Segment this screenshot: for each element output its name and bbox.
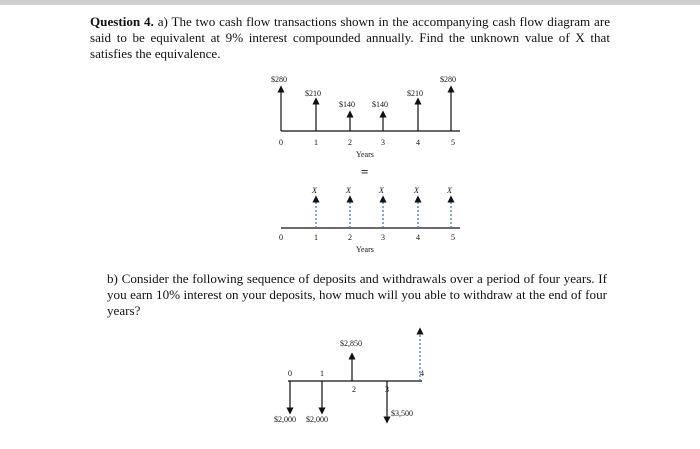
diagram3-deposit-label-0: $2,000 <box>274 415 296 424</box>
diagram1-amount-y4: $210 <box>407 89 423 98</box>
diagram2-amount-y5: X <box>447 186 452 195</box>
diagram3-withdrawal-label: $2,850 <box>340 339 362 348</box>
diagram2-amount-y4: X <box>414 186 419 195</box>
diagram1-tick-0: 0 <box>279 138 283 147</box>
diagram1-amount-y5: $280 <box>440 75 456 84</box>
diagram1-amount-y3: $140 <box>372 100 388 109</box>
diagram2-axis-label: Years <box>356 245 374 254</box>
question-number: Question 4. <box>90 14 154 29</box>
diagram2-tick-1: 1 <box>314 233 318 242</box>
diagram2-tick-2: 2 <box>348 233 352 242</box>
diagram2-tick-0: 0 <box>279 233 283 242</box>
diagram1-tick-1: 1 <box>314 138 318 147</box>
diagram2-amount-y1: X <box>312 186 317 195</box>
diagram1-amount-y1: $210 <box>305 89 321 98</box>
diagram3-deposit-label-1: $2,000 <box>306 415 328 424</box>
diagram1-tick-2: 2 <box>348 138 352 147</box>
part-a-text: a) The two cash flow transactions shown in the accompanying cash flow diagram are said to be equivalent at 9% interest compounded annually. Find the unknown value of X that satisfies the equivalence. <box>90 14 611 61</box>
diagram2-amount-y2: X <box>346 186 351 195</box>
diagram3-tick-0: 0 <box>288 369 292 378</box>
diagram2-tick-4: 4 <box>416 233 420 242</box>
diagram2-tick-3: 3 <box>381 233 385 242</box>
diagram1-amount-y0: $280 <box>271 75 287 84</box>
diagram3-tick-3: 3 <box>385 385 389 394</box>
diagram1-tick-4: 4 <box>416 138 420 147</box>
diagram3-deposit-y3-label: $3,500 <box>391 409 413 418</box>
diagram1-axis-label: Years <box>356 150 374 159</box>
diagram1-tick-5: 5 <box>451 138 455 147</box>
diagram1-tick-3: 3 <box>381 138 385 147</box>
diagram3-tick-4: 4 <box>420 369 424 378</box>
diagram1-amount-y2: $140 <box>339 100 355 109</box>
diagram2-amount-y3: X <box>379 186 384 195</box>
question-4-part-b: b) Consider the following sequence of deposits and withdrawals over a period of four years. If you earn 10% interest on your deposits, how much will you able to withdraw at the end of four years? <box>107 271 607 318</box>
equivalence-symbol: = <box>361 164 369 179</box>
diagram3-tick-2: 2 <box>352 385 356 394</box>
diagram2-tick-5: 5 <box>451 233 455 242</box>
diagram3-tick-1: 1 <box>320 369 324 378</box>
